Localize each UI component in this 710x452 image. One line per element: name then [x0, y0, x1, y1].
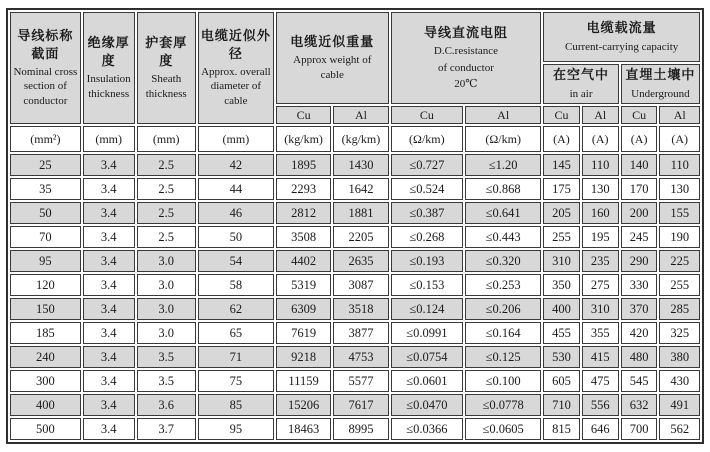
table-row — [10, 322, 700, 344]
cell: 3.4 — [83, 274, 135, 296]
header-nominal-en: Nominal cross section of conductor — [13, 66, 78, 107]
cell: ≤0.727 — [391, 154, 463, 176]
cell: 130 — [582, 178, 619, 200]
cell: ≤0.125 — [465, 346, 541, 368]
cell: 3508 — [276, 226, 331, 248]
header-weight-en: Approx weight of cable — [293, 54, 372, 81]
cell: 300 — [10, 370, 81, 392]
header-resistance-temp: 20℃ — [454, 77, 478, 90]
unit-cell: (A) — [543, 126, 579, 152]
cell: 2.5 — [137, 178, 196, 200]
cell: 2.5 — [137, 226, 196, 248]
cell: 2812 — [276, 202, 331, 224]
cell: 46 — [198, 202, 274, 224]
cell: 480 — [621, 346, 658, 368]
unit-cell: (kg/km) — [333, 126, 388, 152]
cell: 11159 — [276, 370, 331, 392]
cell: ≤0.0991 — [391, 322, 463, 344]
cell: 290 — [621, 250, 658, 272]
cell: 3.4 — [83, 298, 135, 320]
cell: 6309 — [276, 298, 331, 320]
table-row — [10, 346, 700, 368]
cell: 420 — [621, 322, 658, 344]
cell: 530 — [543, 346, 579, 368]
unit-cell: (Ω/km) — [465, 126, 541, 152]
cell: 50 — [198, 226, 274, 248]
header-weight-cu: Cu — [276, 106, 331, 124]
header-sheath-thickness — [137, 12, 196, 124]
cell: 400 — [543, 298, 579, 320]
cell: 815 — [543, 418, 579, 440]
header-weight-zh: 电缆近似重量 — [290, 34, 375, 50]
cell: 70 — [10, 226, 81, 248]
cell: 400 — [10, 394, 81, 416]
cell: 1895 — [276, 154, 331, 176]
cell: 4402 — [276, 250, 331, 272]
header-underground-en: Underground — [631, 87, 690, 100]
cell: ≤0.320 — [465, 250, 541, 272]
header-air-al: Al — [582, 106, 619, 124]
cell: 185 — [10, 322, 81, 344]
header-in-air — [543, 64, 619, 104]
cell: 160 — [582, 202, 619, 224]
cell: 605 — [543, 370, 579, 392]
cell: 50 — [10, 202, 81, 224]
cell: 3.4 — [83, 394, 135, 416]
header-resistance-en1: D.C.resistance — [433, 45, 499, 58]
header-resistance-cu: Cu — [391, 106, 463, 124]
cell: 85 — [198, 394, 274, 416]
header-insulation-en: Insulation thickness — [86, 73, 131, 100]
cell: 8995 — [333, 418, 388, 440]
cell: 275 — [582, 274, 619, 296]
cell: 7617 — [333, 394, 388, 416]
header-approx-weight — [276, 12, 389, 104]
cell: 3.0 — [137, 250, 196, 272]
header-overall-diameter — [198, 12, 274, 124]
header-underground — [621, 64, 700, 104]
header-sheath-en: Sheath thickness — [145, 73, 187, 100]
header-capacity-zh: 电缆载流量 — [586, 21, 657, 37]
header-insulation-thickness — [83, 12, 135, 124]
cell: 3.0 — [137, 274, 196, 296]
header-row-groups — [10, 12, 700, 62]
cell: 3.4 — [83, 346, 135, 368]
cell: 491 — [659, 394, 700, 416]
cell: 3.4 — [83, 370, 135, 392]
cell: 95 — [10, 250, 81, 272]
cell: 3518 — [333, 298, 388, 320]
cell: 25 — [10, 154, 81, 176]
header-diameter-en: Approx. overall diameter of cable — [201, 66, 271, 107]
cell: 500 — [10, 418, 81, 440]
cell: 145 — [543, 154, 579, 176]
cell: 255 — [659, 274, 700, 296]
cell: 556 — [582, 394, 619, 416]
cell: 700 — [621, 418, 658, 440]
cell: 54 — [198, 250, 274, 272]
cell: ≤0.868 — [465, 178, 541, 200]
cell: 3.4 — [83, 418, 135, 440]
unit-cell: (Ω/km) — [391, 126, 463, 152]
cell: 3.7 — [137, 418, 196, 440]
cell: 235 — [582, 250, 619, 272]
cell: 380 — [659, 346, 700, 368]
cell: 42 — [198, 154, 274, 176]
cell: ≤0.124 — [391, 298, 463, 320]
header-dc-resistance — [391, 12, 542, 104]
cell: ≤0.443 — [465, 226, 541, 248]
cell: 2635 — [333, 250, 388, 272]
cell: 370 — [621, 298, 658, 320]
cell: ≤0.253 — [465, 274, 541, 296]
cell: 3.0 — [137, 322, 196, 344]
unit-cell: (mm²) — [10, 126, 81, 152]
header-underground-cu: Cu — [621, 106, 658, 124]
header-diameter-zh: 电缆近似外径 — [200, 29, 271, 62]
cell: 200 — [621, 202, 658, 224]
cell: 5319 — [276, 274, 331, 296]
cell: 44 — [198, 178, 274, 200]
cell: 3.5 — [137, 346, 196, 368]
cell: 170 — [621, 178, 658, 200]
table-row — [10, 298, 700, 320]
table-row — [10, 418, 700, 440]
header-underground-zh: 直埋土壤中 — [625, 68, 696, 84]
unit-cell: (A) — [582, 126, 619, 152]
cell: 3.6 — [137, 394, 196, 416]
cell: ≤0.0601 — [391, 370, 463, 392]
cell: ≤0.193 — [391, 250, 463, 272]
header-resistance-zh: 导线直流电阻 — [423, 25, 508, 41]
unit-cell: (mm) — [137, 126, 196, 152]
cell: 62 — [198, 298, 274, 320]
cell: ≤0.268 — [391, 226, 463, 248]
cell: 255 — [543, 226, 579, 248]
cell: ≤0.0778 — [465, 394, 541, 416]
cell: 2205 — [333, 226, 388, 248]
unit-cell: (A) — [659, 126, 700, 152]
cell: 18463 — [276, 418, 331, 440]
cell: ≤1.20 — [465, 154, 541, 176]
cell: 415 — [582, 346, 619, 368]
cell: 9218 — [276, 346, 331, 368]
cell: 350 — [543, 274, 579, 296]
cable-spec-table — [6, 8, 704, 444]
cell: 120 — [10, 274, 81, 296]
cell: ≤0.524 — [391, 178, 463, 200]
cell: 175 — [543, 178, 579, 200]
cell: 75 — [198, 370, 274, 392]
cell: 240 — [10, 346, 81, 368]
table-row — [10, 250, 700, 272]
cell: 15206 — [276, 394, 331, 416]
cell: 3.4 — [83, 178, 135, 200]
cell: ≤0.641 — [465, 202, 541, 224]
cell: 7619 — [276, 322, 331, 344]
header-air-cu: Cu — [543, 106, 579, 124]
cell: 3.4 — [83, 250, 135, 272]
cell: 475 — [582, 370, 619, 392]
header-underground-al: Al — [659, 106, 700, 124]
cell: 3.0 — [137, 298, 196, 320]
unit-cell: (kg/km) — [276, 126, 331, 152]
cell: 205 — [543, 202, 579, 224]
cell: 632 — [621, 394, 658, 416]
cell: 3087 — [333, 274, 388, 296]
cell: 3.4 — [83, 226, 135, 248]
table-row — [10, 394, 700, 416]
cell: ≤0.100 — [465, 370, 541, 392]
table-row — [10, 226, 700, 248]
header-in-air-zh: 在空气中 — [553, 68, 610, 84]
table-row — [10, 202, 700, 224]
cell: 190 — [659, 226, 700, 248]
cell: 710 — [543, 394, 579, 416]
table-row — [10, 154, 700, 176]
cell: 5577 — [333, 370, 388, 392]
cell: 95 — [198, 418, 274, 440]
cell: 3.4 — [83, 154, 135, 176]
header-capacity-en: Current-carrying capacity — [564, 40, 679, 53]
table-body — [10, 154, 700, 440]
cell: 355 — [582, 322, 619, 344]
cell: 155 — [659, 202, 700, 224]
cell: 71 — [198, 346, 274, 368]
cell: 545 — [621, 370, 658, 392]
header-insulation-zh: 绝缘厚度 — [87, 36, 130, 69]
cell: ≤0.387 — [391, 202, 463, 224]
cell: 1881 — [333, 202, 388, 224]
cell: 2.5 — [137, 154, 196, 176]
header-weight-al: Al — [333, 106, 388, 124]
cell: 3.5 — [137, 370, 196, 392]
cell: 562 — [659, 418, 700, 440]
table-row — [10, 370, 700, 392]
table-row — [10, 178, 700, 200]
cell: 110 — [582, 154, 619, 176]
cell: ≤0.0366 — [391, 418, 463, 440]
unit-cell: (A) — [621, 126, 658, 152]
cell: 110 — [659, 154, 700, 176]
cell: 35 — [10, 178, 81, 200]
cell: 3.4 — [83, 202, 135, 224]
cell: ≤0.0754 — [391, 346, 463, 368]
cell: 2.5 — [137, 202, 196, 224]
cell: 225 — [659, 250, 700, 272]
cell: 4753 — [333, 346, 388, 368]
cell: 455 — [543, 322, 579, 344]
cell: 130 — [659, 178, 700, 200]
cell: ≤0.206 — [465, 298, 541, 320]
header-sheath-zh: 护套厚度 — [145, 36, 188, 69]
cell: 285 — [659, 298, 700, 320]
cell: 245 — [621, 226, 658, 248]
cell: 646 — [582, 418, 619, 440]
unit-cell: (mm) — [83, 126, 135, 152]
header-current-capacity — [543, 12, 700, 62]
header-in-air-en: in air — [569, 87, 593, 100]
cell: ≤0.0470 — [391, 394, 463, 416]
cell: ≤0.164 — [465, 322, 541, 344]
units-row — [10, 126, 700, 152]
cell: 150 — [10, 298, 81, 320]
cell: 325 — [659, 322, 700, 344]
cell: 310 — [543, 250, 579, 272]
cell: 330 — [621, 274, 658, 296]
cell: 3.4 — [83, 322, 135, 344]
cell: 58 — [198, 274, 274, 296]
cell: 310 — [582, 298, 619, 320]
unit-cell: (mm) — [198, 126, 274, 152]
header-nominal-cross-section — [10, 12, 81, 124]
header-resistance-al: Al — [465, 106, 541, 124]
cell: 195 — [582, 226, 619, 248]
cell: ≤0.0605 — [465, 418, 541, 440]
header-resistance-en2: of conductor — [438, 61, 494, 74]
cell: 1642 — [333, 178, 388, 200]
cell: 430 — [659, 370, 700, 392]
cell: 2293 — [276, 178, 331, 200]
cell: 3877 — [333, 322, 388, 344]
cell: 65 — [198, 322, 274, 344]
cell: ≤0.153 — [391, 274, 463, 296]
cell: 1430 — [333, 154, 388, 176]
cell: 140 — [621, 154, 658, 176]
table-row — [10, 274, 700, 296]
header-nominal-zh: 导线标称截面 — [17, 29, 74, 62]
